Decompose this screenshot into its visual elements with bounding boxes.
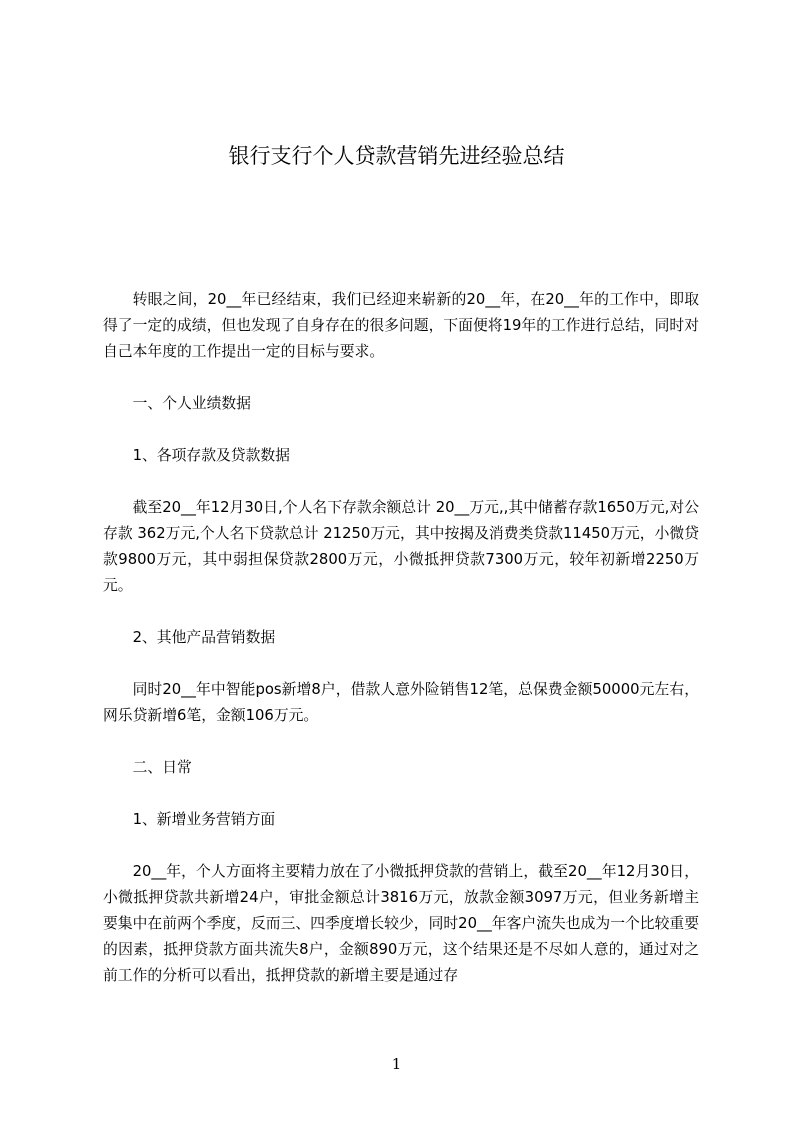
document-body [103,287,699,1015]
other-products-paragraph: 同时20__年中智能pos新增8户，借款人意外险销售12笔，总保费金额50000元左右，网乐贷新增6笔，金额106万元。 [103,681,699,724]
intro-paragraph: 转眼之间，20__年已经结束，我们已经迎来崭新的20__年，在20__年的工作中，即取得了一定的成绩，但也发现了自身存在的很多问题，下面便将19年的工作进行总结，同时对自己本年度的工作提出一定的目标与要求。 [103,291,699,360]
section-heading-daily: 二、日常 [132,759,192,776]
document-title: 银行支行个人贷款营销先进经验总结 [228,144,565,168]
subsection-heading-deposits-loans: 1、各项存款及贷款数据 [132,447,290,464]
page-number: 1 [391,1055,402,1073]
subsection-heading-new-business: 1、新增业务营销方面 [132,811,276,828]
new-business-paragraph: 20__年，个人方面将主要精力放在了小微抵押贷款的营销上，截至20__年12月30日，小微抵押贷款共新增24户，审批金额总计3816万元，放款金额3097万元，但业务新增主要集中在前两个季度，反而三、四季度增长较少，同时20__年客户流失也成为一个比较重要的因素，抵押贷款方面共流失8户，金额890万元，这个结果还是不尽如人意的，通过对之前工作的分析可以看出，抵押贷款的新增主要是通过存 [103,863,699,984]
deposits-loans-paragraph: 截至20__年12月30日,个人名下存款余额总计 20__万元,,其中储蓄存款1650万元,对公存款 362万元,个人名下贷款总计 21250万元，其中按揭及消费类贷款11450万元，小微贷款9800万元，其中弱担保贷款2800万元，小微抵押贷款7300万元，较年初新增2250万元。 [103,499,699,594]
section-heading-performance: 一、个人业绩数据 [132,395,251,412]
subsection-heading-other-products: 2、其他产品营销数据 [132,629,276,646]
